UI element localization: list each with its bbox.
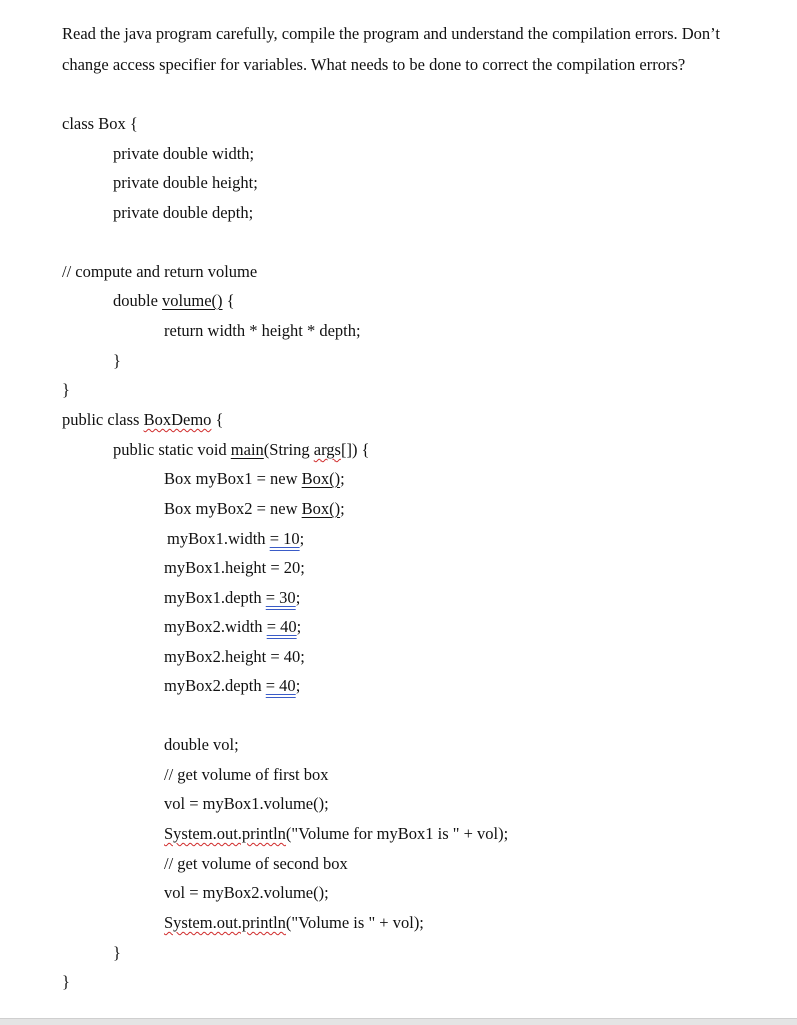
code-print-1 <box>164 824 508 844</box>
code-token: (String <box>263 440 314 459</box>
code-box1-height: myBox1.height = 20; <box>164 558 305 577</box>
code-class-box-close: } <box>62 380 70 399</box>
code-token: ; <box>295 676 301 695</box>
grammar-mark-box2-depth: = 40 <box>265 676 296 695</box>
code-box1-decl <box>164 469 345 489</box>
code-vol-decl: double vol; <box>164 735 239 754</box>
code-token: ; <box>299 529 305 548</box>
spell-error-args: args <box>313 440 341 459</box>
code-main-close: } <box>113 943 121 962</box>
code-token-volume: volume() <box>162 291 223 310</box>
code-box2-decl <box>164 499 345 519</box>
code-box2-height: myBox2.height = 40; <box>164 647 305 666</box>
code-field-height: private double height; <box>113 173 258 192</box>
code-method-close: } <box>113 351 121 370</box>
code-token: ; <box>295 588 301 607</box>
code-field-width: private double width; <box>113 144 255 163</box>
code-token: ; <box>340 469 345 488</box>
code-token: public static void <box>113 440 231 459</box>
code-token: ; <box>296 617 302 636</box>
grammar-mark-box1-width: = 10 <box>269 529 300 548</box>
grammar-mark-box2-width: = 40 <box>266 617 297 636</box>
code-class-box-open: class Box { <box>62 114 138 133</box>
code-token-box-ctor: Box() <box>301 499 341 518</box>
code-field-depth: private double depth; <box>113 203 254 222</box>
spell-error-boxdemo: BoxDemo <box>143 410 212 429</box>
code-class-demo-close: } <box>62 972 70 991</box>
code-main-signature <box>113 440 369 460</box>
code-token: ; <box>340 499 345 518</box>
code-token: Box myBox2 = new <box>164 499 302 518</box>
question-line-2: change access specifier for variables. What needs to be done to correct the compilation errors? <box>62 55 686 74</box>
code-box1-width <box>167 529 304 549</box>
code-token: { <box>222 291 235 310</box>
code-token: public class <box>62 410 144 429</box>
spell-error-println-1: System.out.println <box>164 824 286 843</box>
code-token: []) { <box>340 440 370 459</box>
code-token: myBox1.width <box>167 529 270 548</box>
spell-error-println-2: System.out.println <box>164 913 286 932</box>
code-return-statement: return width * height * depth; <box>164 321 361 340</box>
code-token: ("Volume for myBox1 is " + vol); <box>285 824 509 843</box>
code-box1-depth <box>164 588 300 608</box>
grammar-mark-box1-depth: = 30 <box>265 588 296 607</box>
code-vol-assign-2: vol = myBox2.volume(); <box>164 883 329 902</box>
code-token: ("Volume is " + vol); <box>285 913 424 932</box>
code-token: Box myBox1 = new <box>164 469 302 488</box>
question-line-1: Read the java program carefully, compile the program and understand the compilation errors. Don’t <box>62 24 720 43</box>
code-comment-volume: // compute and return volume <box>62 262 258 281</box>
code-class-demo-open <box>62 410 223 430</box>
code-token-box-ctor: Box() <box>301 469 341 488</box>
code-box2-depth <box>164 676 300 696</box>
code-comment-first: // get volume of first box <box>164 765 329 784</box>
code-comment-second: // get volume of second box <box>164 854 348 873</box>
code-print-2 <box>164 913 424 933</box>
code-token: myBox1.depth <box>164 588 266 607</box>
code-token: { <box>211 410 224 429</box>
code-token: myBox2.depth <box>164 676 266 695</box>
code-token: double <box>113 291 163 310</box>
code-token: myBox2.width <box>164 617 267 636</box>
code-vol-assign-1: vol = myBox1.volume(); <box>164 794 329 813</box>
code-box2-width <box>164 617 301 637</box>
code-method-volume <box>113 291 235 311</box>
code-token-main: main <box>230 440 264 459</box>
